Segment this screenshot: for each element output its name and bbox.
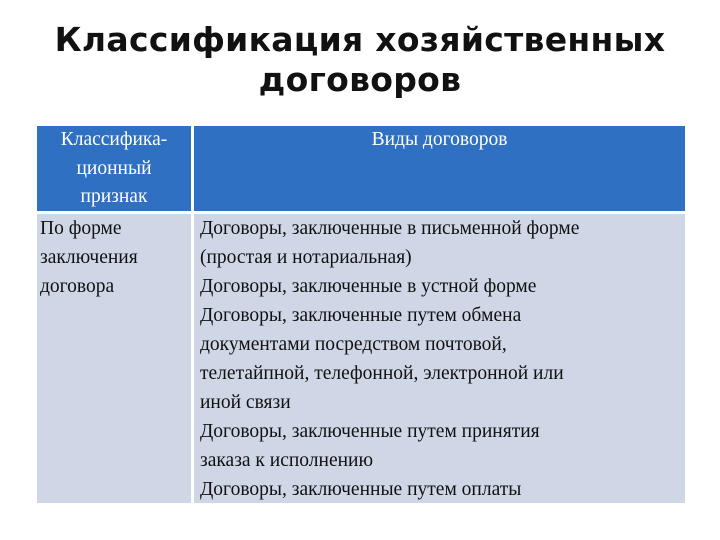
title-line-2: договоров	[258, 60, 462, 99]
row-cell-criterion	[37, 214, 194, 503]
type-line: иной связи	[200, 392, 291, 413]
type-line: Договоры, заключенные в письменной форме	[200, 218, 580, 239]
type-line: заказа к исполнению	[200, 450, 374, 471]
type-line: Договоры, заключенные путем принятия	[200, 421, 540, 442]
table-header-row	[37, 126, 685, 211]
type-line: Договоры, заключенные путем оплаты	[200, 479, 522, 500]
criterion-line: договора	[40, 276, 115, 297]
type-line: документами посредством почтовой,	[200, 334, 507, 355]
type-line: Договоры, заключенные в устной форме	[200, 276, 537, 297]
criterion-line: По форме	[40, 218, 122, 239]
header-cell-types	[194, 126, 685, 211]
row-cell-types	[194, 214, 685, 503]
title-line-1: Классификация хозяйственных	[54, 20, 666, 59]
header-criterion-line: ционный	[76, 157, 152, 179]
header-criterion-line: Классифика-	[60, 129, 168, 150]
type-line: Договоры, заключенные путем обмена	[200, 305, 522, 326]
header-cell-criterion	[37, 126, 194, 211]
type-line: (простая и нотариальная)	[200, 247, 412, 268]
criterion-line: заключения	[40, 247, 138, 268]
header-criterion-line: признак	[80, 186, 148, 207]
slide-title	[0, 20, 720, 100]
type-line: телетайпной, телефонной, электронной или	[200, 363, 564, 384]
header-types-label: Виды договоров	[371, 129, 508, 150]
classification-table	[37, 126, 685, 500]
table-row	[37, 214, 685, 503]
